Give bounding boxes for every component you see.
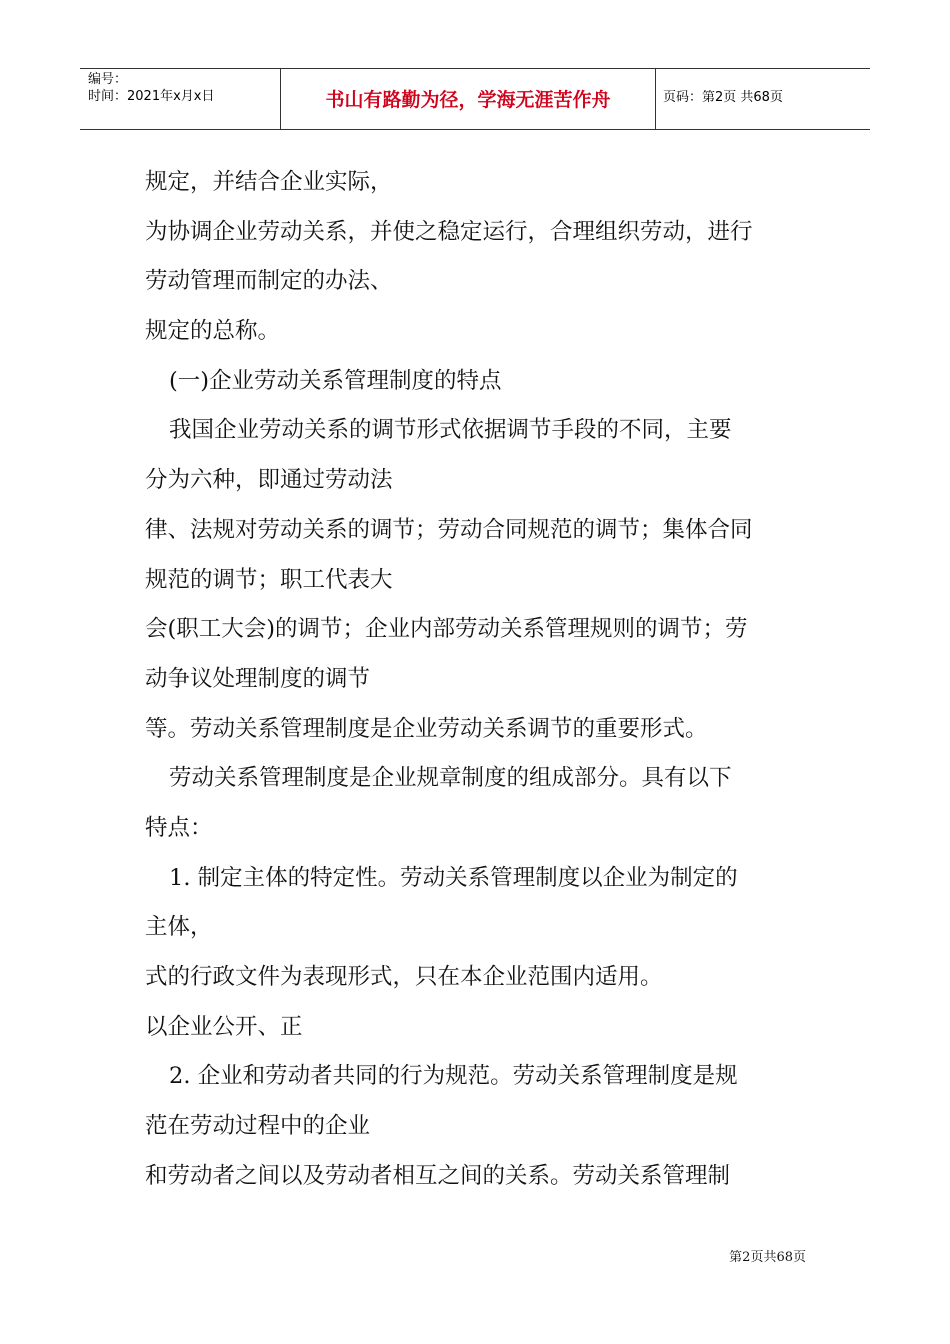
body-line: 分为六种，即通过劳动法	[145, 467, 393, 494]
body-line: 等。劳动关系管理制度是企业劳动关系调节的重要形式。	[145, 715, 708, 742]
body-line: 我国企业劳动关系的调节形式依据调节手段的不同，主要	[169, 417, 732, 444]
header-page-info: 页码：第2页 共68页	[663, 90, 783, 105]
body-line: 特点：	[145, 814, 213, 841]
header-meta-cell	[80, 69, 280, 129]
document-date: 时间：2021年x月x日	[88, 89, 215, 104]
body-line: 动争议处理制度的调节	[145, 665, 371, 692]
body-line: 以企业公开、正	[145, 1013, 303, 1040]
body-line: 式的行政文件为表现形式，只在本企业范围内适用。	[145, 964, 663, 990]
page-footer: 第2页共68页	[729, 1250, 806, 1265]
section-heading: (一)企业劳动关系管理制度的特点	[169, 367, 502, 394]
body-line: 劳动关系管理制度是企业规章制度的组成部分。具有以下	[169, 765, 732, 792]
body-line: 规定的总称。	[145, 318, 281, 345]
page-header	[80, 68, 870, 130]
body-line: 为协调企业劳动关系，并使之稳定运行，合理组织劳动，进行	[145, 218, 753, 245]
body-line: 规范的调节；职工代表大	[145, 566, 393, 593]
header-slogan: 书山有路勤为径，学海无涯苦作舟	[325, 89, 611, 111]
header-page-cell	[655, 69, 870, 129]
body-line: 会(职工大会)的调节；企业内部劳动关系管理规则的调节；劳	[145, 616, 748, 643]
body-line: 律、法规对劳动关系的调节；劳动合同规范的调节；集体合同	[145, 516, 753, 543]
body-line: 规定，并结合企业实际，	[145, 169, 393, 195]
list-item: 2. 企业和劳动者共同的行为规范。劳动关系管理制度是规	[169, 1063, 738, 1090]
body-line: 主体，	[145, 914, 213, 941]
body-line: 和劳动者之间以及劳动者相互之间的关系。劳动关系管理制	[145, 1162, 731, 1189]
body-line: 范在劳动过程中的企业	[145, 1113, 371, 1140]
list-item: 1. 制定主体的特定性。劳动关系管理制度以企业为制定的	[169, 864, 738, 891]
body-line: 劳动管理而制定的办法、	[145, 268, 393, 295]
document-number-label: 编号：	[88, 72, 128, 87]
body-text	[145, 158, 815, 1201]
header-slogan-cell	[280, 69, 656, 129]
